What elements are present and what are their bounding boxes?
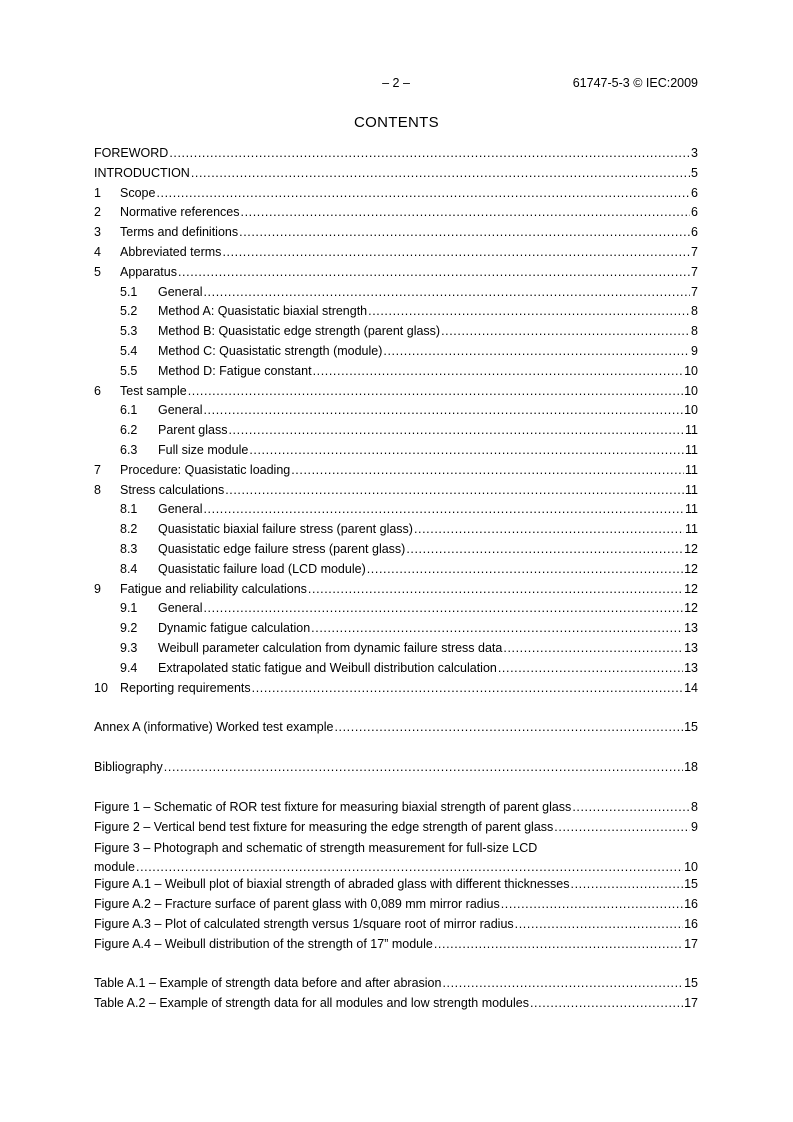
toc-entry-bibliography[interactable]: Bibliography ..... 18 bbox=[94, 758, 698, 778]
toc-entry-table[interactable]: Table A.1 – Example of strength data before and after abrasion ..... 15 bbox=[94, 974, 698, 994]
figure-label-line-1: Figure 3 – Photograph and schematic of strength measurement for full-size LCD bbox=[94, 840, 538, 855]
toc-entry-figure[interactable]: Figure 1 – Schematic of ROR test fixture for measuring biaxial strength of parent glass ..... 8 bbox=[94, 798, 698, 818]
toc-entry-subclause[interactable]: 5.1 General ..... 7 bbox=[94, 283, 698, 303]
table-of-contents bbox=[94, 144, 698, 1014]
toc-entry-clause[interactable]: 7 Procedure: Quasistatic loading ..... 11 bbox=[94, 461, 698, 481]
toc-entry-subclause[interactable]: 6.2 Parent glass ..... 11 bbox=[94, 421, 698, 441]
page-number: – 2 – bbox=[382, 76, 410, 90]
toc-entry-clause[interactable]: 2 Normative references ..... 6 bbox=[94, 203, 698, 223]
toc-entry-clause[interactable]: 3 Terms and definitions ..... 6 bbox=[94, 223, 698, 243]
toc-entry-clause[interactable]: 10 Reporting requirements ..... 14 bbox=[94, 679, 698, 699]
toc-entry-clause[interactable]: 9 Fatigue and reliability calculations ..... 12 bbox=[94, 580, 698, 600]
toc-entry-clause[interactable]: 8 Stress calculations ..... 11 bbox=[94, 481, 698, 501]
toc-entry-subclause[interactable]: 6.3 Full size module ..... 11 bbox=[94, 441, 698, 461]
toc-entry-clause[interactable]: 5 Apparatus ..... 7 bbox=[94, 263, 698, 283]
toc-entry-subclause[interactable]: 9.1 General ..... 12 bbox=[94, 599, 698, 619]
toc-entry-figure[interactable]: Figure A.3 – Plot of calculated strength versus 1/square root of mirror radius ..... 16 bbox=[94, 915, 698, 935]
toc-entry-figure[interactable]: Figure A.1 – Weibull plot of biaxial strength of abraded glass with different thicknesses ..... 15 bbox=[94, 875, 698, 895]
toc-entry-subclause[interactable]: 6.1 General ..... 10 bbox=[94, 401, 698, 421]
toc-entry-annex[interactable]: Annex A (informative) Worked test example ..... 15 bbox=[94, 718, 698, 738]
toc-entry-clause[interactable]: 1 Scope ..... 6 bbox=[94, 184, 698, 204]
toc-entry-subclause[interactable]: 8.3 Quasistatic edge failure stress (parent glass) ..... 12 bbox=[94, 540, 698, 560]
toc-entry-subclause[interactable]: 9.3 Weibull parameter calculation from dynamic failure stress data ..... 13 bbox=[94, 639, 698, 659]
toc-entry-subclause[interactable]: 5.5 Method D: Fatigue constant ..... 10 bbox=[94, 362, 698, 382]
toc-entry-table[interactable]: Table A.2 – Example of strength data for all modules and low strength modules ..... 17 bbox=[94, 994, 698, 1014]
toc-entry-subclause[interactable]: 8.2 Quasistatic biaxial failure stress (parent glass) ..... 11 bbox=[94, 520, 698, 540]
toc-entry-subclause[interactable]: 8.4 Quasistatic failure load (LCD module) ..... 12 bbox=[94, 560, 698, 580]
toc-entry-introduction[interactable]: INTRODUCTION ..... 5 bbox=[94, 164, 698, 184]
toc-entry-subclause[interactable]: 5.4 Method C: Quasistatic strength (module) ..... 9 bbox=[94, 342, 698, 362]
page-header bbox=[94, 76, 698, 94]
toc-entry-clause[interactable]: 6 Test sample ..... 10 bbox=[94, 382, 698, 402]
toc-entry-figure[interactable]: Figure 2 – Vertical bend test fixture for measuring the edge strength of parent glass ..... 9 bbox=[94, 818, 698, 838]
toc-entry-subclause[interactable]: 9.4 Extrapolated static fatigue and Weibull distribution calculation ..... 13 bbox=[94, 659, 698, 679]
toc-entry-subclause[interactable]: 5.2 Method A: Quasistatic biaxial strength ..... 8 bbox=[94, 302, 698, 322]
toc-entry-figure[interactable]: Figure A.2 – Fracture surface of parent glass with 0,089 mm mirror radius ..... 16 bbox=[94, 895, 698, 915]
toc-entry-figure[interactable]: Figure A.4 – Weibull distribution of the strength of 17” module ..... 17 bbox=[94, 935, 698, 955]
toc-entry-figure-multiline[interactable]: Figure 3 – Photograph and schematic of strength measurement for full-size LCD module ..... 10 bbox=[94, 838, 698, 876]
toc-entry-subclause[interactable]: 5.3 Method B: Quasistatic edge strength (parent glass) ..... 8 bbox=[94, 322, 698, 342]
toc-entry-subclause[interactable]: 9.2 Dynamic fatigue calculation ..... 13 bbox=[94, 619, 698, 639]
toc-entry-foreword[interactable]: FOREWORD ..... 3 bbox=[94, 144, 698, 164]
toc-entry-subclause[interactable]: 8.1 General ..... 11 bbox=[94, 500, 698, 520]
document-reference: 61747-5-3 © IEC:2009 bbox=[572, 76, 698, 90]
toc-entry-clause[interactable]: 4 Abbreviated terms ..... 7 bbox=[94, 243, 698, 263]
figure-label-line-2: module bbox=[94, 860, 135, 875]
page-title: CONTENTS bbox=[354, 114, 439, 131]
